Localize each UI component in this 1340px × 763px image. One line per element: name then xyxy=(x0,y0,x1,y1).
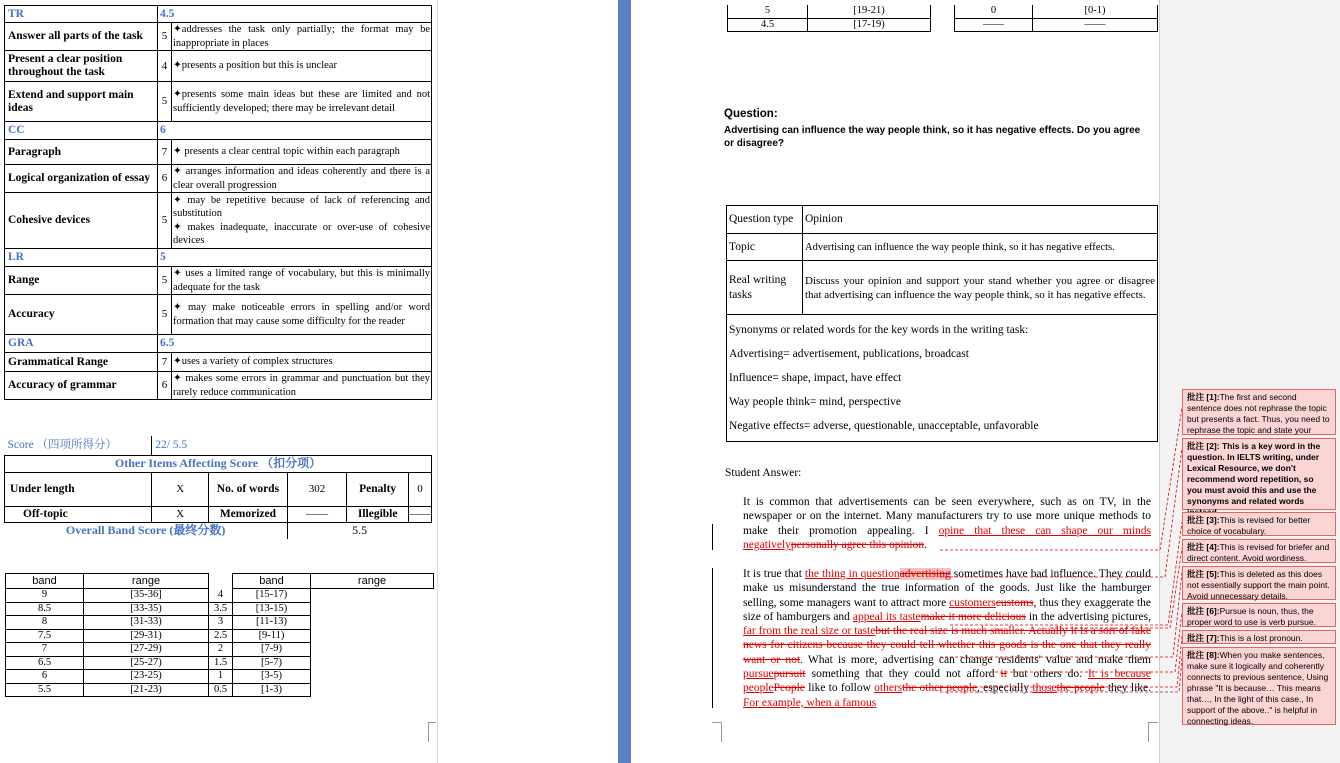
criterion-name: Present a clear position throughout the task xyxy=(5,51,158,82)
band-cell: [0-1) xyxy=(1033,5,1158,18)
score-label: Score （四项所得分） xyxy=(5,436,152,455)
topic-label: Topic xyxy=(727,234,803,261)
criteria-row xyxy=(5,140,432,165)
band-row xyxy=(6,616,434,630)
text-run: , thus they exaggerate the size of hamburgers and xyxy=(743,596,1151,623)
text-run: It is true that xyxy=(743,568,805,580)
page-corner-mark xyxy=(428,722,436,742)
revision-insert[interactable]: others xyxy=(874,682,903,695)
criterion-score: 7 xyxy=(158,140,172,165)
text-run: in the advertising pictures, xyxy=(1025,610,1151,623)
criterion-name: Cohesive devices xyxy=(5,193,158,249)
text-run: . xyxy=(924,538,927,551)
score-value: 22/ 5.5 xyxy=(152,436,432,455)
topic-value: Advertising can influence the way people think, so it has negative effects. xyxy=(803,234,1158,261)
band-cell: [33-35) xyxy=(84,602,209,616)
qtype-label: Question type xyxy=(727,206,803,234)
comment-label: 批注 [5]: xyxy=(1187,569,1220,579)
criterion-score: 6 xyxy=(158,165,172,193)
criteria-row xyxy=(5,353,432,372)
band-cell: —— xyxy=(1033,18,1158,32)
band-cell: 2.5 xyxy=(209,629,233,643)
band-cell: 1.5 xyxy=(209,656,233,670)
other-cell: X xyxy=(152,506,209,522)
band-cell: 8.5 xyxy=(6,602,84,616)
band-cell: [17-19) xyxy=(808,18,931,32)
change-bar xyxy=(712,524,713,550)
student-answer-label: Student Answer: xyxy=(725,467,802,479)
band-cell: 0.5 xyxy=(209,683,233,697)
text-run: sometimes have bad influence. They could make us misunderstand the true information of the goods. Just like the hamburger selling, some managers want to attract more xyxy=(743,568,1151,609)
criterion-score: 5 xyxy=(158,295,172,335)
comment-label: 批注 [8]: xyxy=(1187,650,1220,660)
band-cell: 1 xyxy=(209,670,233,684)
text-run: It is common that advertisements can be seen everywhere, such as on TV, in the newspaper or on the internet. Many manufacturers try to use more unique methods to make their promotion appealing. I xyxy=(743,496,1151,537)
comment-label: 批注 [7]: xyxy=(1187,633,1220,643)
synonym-line: Advertising= advertisement, publications, broadcast xyxy=(729,348,969,360)
criterion-descriptor: ✦ uses a limited range of vocabulary, but this is minimally adequate for the task xyxy=(173,268,430,293)
band-cell: 5.5 xyxy=(6,683,84,697)
band-cell: 3.5 xyxy=(209,602,233,616)
connector-line xyxy=(1050,548,1182,628)
overall-value: 5.5 xyxy=(287,522,431,539)
criterion-name: Accuracy xyxy=(5,295,158,335)
page-divider xyxy=(618,0,631,763)
criterion-score: 5 xyxy=(158,267,172,295)
comment-label: 批注 [3]: xyxy=(1187,515,1220,525)
revision-insert[interactable]: pursue xyxy=(743,668,774,681)
comment-text: This is deleted as this does not essentially support the main point. Avoid unnecessary details. xyxy=(1187,569,1330,601)
criteria-row xyxy=(5,51,432,82)
page-corner-mark xyxy=(712,722,722,742)
category-name: TR xyxy=(5,6,158,23)
revision-delete[interactable]: it xyxy=(1000,668,1007,681)
comment-text: This is a key word in the question. In IELTS writing, under Lexical Resource, we don't recommend word repetition, so you must avoid this and use the synonyms and related words xyxy=(1187,441,1321,506)
comment-balloon[interactable] xyxy=(1182,630,1336,644)
revision-insert[interactable]: It is because people xyxy=(743,668,1151,695)
comment-balloon[interactable] xyxy=(1182,512,1336,536)
band-cell: [29-31) xyxy=(84,629,209,643)
criterion-descriptor: ✦ arranges information and ideas coherently and there is a clear overall progression xyxy=(173,166,430,191)
text-run: something that they could not afford xyxy=(805,668,1001,681)
other-cell: No. of words xyxy=(209,472,288,506)
text-run: . What is more, advertising can change residents' value and make them xyxy=(800,653,1151,666)
band-row xyxy=(6,683,434,697)
band-cell: [3-5) xyxy=(233,670,311,684)
criterion-score: 6 xyxy=(158,372,172,400)
band-cell: [5-7) xyxy=(233,656,311,670)
comment-label: 批注 [6]: xyxy=(1187,606,1220,616)
criteria-category-row xyxy=(5,122,432,140)
score-table xyxy=(4,436,432,539)
criterion-descriptor: ✦ may be repetitive because of lack of referencing and substitution ✦ makes inadequate, inaccurate or over-use of cohesive devices xyxy=(172,193,432,249)
comment-text: Pursue is noun, thus, the proper word to use is verb pursue. xyxy=(1187,606,1316,627)
band-cell: 7 xyxy=(6,643,84,657)
overall-label: Overall Band Score (最终分数) xyxy=(65,523,226,538)
qtype-value: Opinion xyxy=(803,206,1158,234)
comment-connectors xyxy=(930,390,1185,710)
category-score: 6 xyxy=(158,122,432,140)
revision-delete[interactable]: personally agree this opinion xyxy=(790,538,925,551)
text-run: like to follow xyxy=(804,682,875,695)
criteria-row xyxy=(5,23,432,51)
revision-insert[interactable]: customers xyxy=(949,596,996,609)
band-header: range xyxy=(311,574,434,589)
comment-text: When you make sentences, make sure it logically and coherently connects to previous sentence, Using phrase "It is because… This means that…, In the light of this case., In support of the above.." is helpful in connecting ideas. xyxy=(1187,650,1329,726)
comment-text: This is revised for better choice of vocabulary. xyxy=(1187,515,1311,536)
comment-label: 批注 [2]: xyxy=(1187,441,1220,451)
comment-label: 批注 [4]: xyxy=(1187,542,1220,552)
band-cell: [35-36] xyxy=(84,589,209,603)
band-row xyxy=(6,656,434,670)
comment-balloon[interactable] xyxy=(1182,647,1336,725)
revision-insert[interactable]: For example, when a famous xyxy=(743,696,877,709)
other-cell: Off-topic xyxy=(5,506,152,522)
other-cell: X xyxy=(152,472,209,506)
comment-balloon[interactable] xyxy=(1182,566,1336,600)
criterion-descriptor: ✦presents a position but this is unclear xyxy=(172,51,432,82)
top-band-table xyxy=(727,5,1158,32)
band-cell: 3 xyxy=(209,616,233,630)
category-name: GRA xyxy=(5,335,158,353)
criterion-descriptor: ✦ may make noticeable errors in spelling and/or word formation that may cause some difficulty for the reader xyxy=(172,295,432,335)
criteria-category-row xyxy=(5,249,432,267)
band-cell: [25-27) xyxy=(84,656,209,670)
criterion-descriptor: ✦uses a variety of complex structures xyxy=(172,353,432,372)
criterion-descriptor: ✦ makes some errors in grammar and punctuation but they rarely reduce communication xyxy=(173,373,430,398)
revision-delete[interactable]: the other people xyxy=(902,682,978,695)
criterion-score: 5 xyxy=(158,193,172,249)
revision-delete[interactable]: but the real size is much smaller. Actually it is a sort of fake news for citizens because they could tell whether this goods is the one that they really want or not xyxy=(743,625,1151,666)
comment-balloon[interactable] xyxy=(1182,438,1336,510)
other-row xyxy=(5,472,432,506)
revision-delete[interactable]: advertising xyxy=(899,568,951,580)
band-cell: 4 xyxy=(209,589,233,603)
revision-insert[interactable]: far from the real size or taste xyxy=(743,625,876,638)
other-cell: 302 xyxy=(287,472,347,506)
other-cell: 0 xyxy=(409,472,432,506)
band-row xyxy=(6,629,434,643)
connector-line xyxy=(950,522,1182,625)
revision-delete[interactable]: the people xyxy=(1056,682,1105,695)
criteria-row xyxy=(5,372,432,400)
band-row xyxy=(6,643,434,657)
band-header: band xyxy=(233,574,311,589)
band-gap xyxy=(209,574,233,589)
rwt-label: Real writing tasks xyxy=(727,261,803,315)
band-cell: 2 xyxy=(209,643,233,657)
question-text: Advertising can influence the way people think, so it has negative effects. Do you agree or disagree? xyxy=(724,125,1141,149)
criterion-descriptor: ✦addresses the task only partially; the format may be inappropriate in places xyxy=(173,24,430,49)
revision-insert[interactable]: those xyxy=(1032,682,1057,695)
band-cell: 6 xyxy=(6,670,84,684)
criterion-score: 4 xyxy=(158,51,172,82)
criterion-name: Extend and support main ideas xyxy=(5,82,158,122)
criterion-descriptor: ✦ presents a clear central topic within each paragraph xyxy=(172,140,432,165)
band-cell: [15-17) xyxy=(233,589,311,603)
revision-delete[interactable]: make it more delicious xyxy=(920,610,1026,623)
other-items-title: Other Items Affecting Score （扣分项） xyxy=(5,455,432,472)
band-cell: [7-9) xyxy=(233,643,311,657)
other-row xyxy=(5,506,432,522)
connector-line xyxy=(940,572,1182,657)
criterion-score: 7 xyxy=(158,353,172,372)
band-cell: [21-23) xyxy=(84,683,209,697)
band-cell: 0 xyxy=(955,5,1033,18)
other-cell: Illegible xyxy=(347,506,409,522)
band-cell: [1-3) xyxy=(233,683,311,697)
band-gap xyxy=(931,5,955,32)
band-cell: [13-15) xyxy=(233,602,311,616)
text-run: , especially xyxy=(977,682,1033,695)
criteria-table xyxy=(4,5,432,400)
category-name: LR xyxy=(5,249,158,267)
comment-text: The first and second sentence does not rephrase the topic but presents a fact. Thus, you need to rephrase the topic and state your xyxy=(1187,392,1330,435)
revision-delete[interactable]: customs xyxy=(995,596,1034,609)
criterion-name: Range xyxy=(5,267,158,295)
band-row xyxy=(6,602,434,616)
rwt-value: Discuss your opinion and support your stand whether you agree or disagree that advertising can influence the way people think, so it has negative effects. xyxy=(803,261,1158,315)
band-cell: 5 xyxy=(728,5,808,18)
criterion-name: Paragraph xyxy=(5,140,158,165)
revision-delete[interactable]: People xyxy=(773,682,805,695)
band-cell: [9-11) xyxy=(233,629,311,643)
criterion-name: Logical organization of essay xyxy=(5,165,158,193)
comment-balloon[interactable] xyxy=(1182,603,1336,627)
gray-gap xyxy=(437,0,618,763)
connector-line xyxy=(940,636,1182,687)
text-run: but others do. xyxy=(1006,668,1088,681)
other-cell: —— xyxy=(409,506,432,522)
comment-text: This is a lost pronoun. xyxy=(1219,633,1303,643)
criteria-category-row xyxy=(5,6,432,23)
connector-line xyxy=(990,612,1182,672)
criterion-score: 5 xyxy=(158,23,172,51)
criteria-row xyxy=(5,267,432,295)
criterion-descriptor: ✦presents some main ideas but these are limited and not sufficiently developed; there may be irrelevant detail xyxy=(172,82,432,122)
text-run: they like. xyxy=(1104,682,1152,695)
band-cell: [11-13) xyxy=(233,616,311,630)
synonym-line: Influence= shape, impact, have effect xyxy=(729,372,902,384)
comment-balloon[interactable] xyxy=(1182,389,1336,435)
synonym-line: Way people think= mind, perspective xyxy=(729,396,901,408)
other-cell: Memorized xyxy=(209,506,288,522)
comment-label: 批注 [1]: xyxy=(1187,392,1220,402)
criteria-row xyxy=(5,295,432,335)
band-cell: 6.5 xyxy=(6,656,84,670)
revision-delete[interactable]: pursuit xyxy=(773,668,806,681)
revision-insert[interactable]: the thing in question xyxy=(804,568,900,580)
criterion-name: Answer all parts of the task xyxy=(5,23,158,51)
criterion-name: Accuracy of grammar xyxy=(5,372,158,400)
other-cell: Penalty xyxy=(347,472,409,506)
band-cell: [27-29) xyxy=(84,643,209,657)
synonym-line: Negative effects= adverse, questionable, unacceptable, unfavorable xyxy=(729,420,1039,432)
band-cell: 7.5 xyxy=(6,629,84,643)
criteria-category-row xyxy=(5,335,432,353)
criteria-row xyxy=(5,193,432,249)
criterion-name: Grammatical Range xyxy=(5,353,158,372)
band-row xyxy=(6,589,434,603)
criterion-score: 5 xyxy=(158,82,172,122)
connector-line xyxy=(940,448,1182,577)
synonyms-title: Synonyms or related words for the key words in the writing task: xyxy=(729,324,1029,336)
band-cell: [19-21) xyxy=(808,5,931,18)
band-cell: 9 xyxy=(6,589,84,603)
band-table xyxy=(5,573,434,697)
comment-balloon[interactable] xyxy=(1182,539,1336,563)
band-cell: 4.5 xyxy=(728,18,808,32)
category-score: 6.5 xyxy=(158,335,432,353)
page-corner-mark xyxy=(1148,722,1158,742)
other-cell: —— xyxy=(287,506,347,522)
band-cell: [31-33) xyxy=(84,616,209,630)
band-cell: —— xyxy=(955,18,1033,32)
category-name: CC xyxy=(5,122,158,140)
band-row xyxy=(6,670,434,684)
criteria-row xyxy=(5,165,432,193)
other-cell: Under length xyxy=(5,472,152,506)
change-bar xyxy=(712,568,713,708)
revision-insert[interactable]: appeal its taste xyxy=(852,610,921,623)
connector-line xyxy=(940,408,1182,550)
revision-insert[interactable]: opine that these can shape our minds negatively xyxy=(743,524,1151,551)
category-score: 5 xyxy=(158,249,432,267)
question-label: Question: xyxy=(724,108,778,120)
comment-text: This is revised for briefer and direct content. Avoid wordiness. xyxy=(1187,542,1330,563)
band-cell: [23-25) xyxy=(84,670,209,684)
band-header: range xyxy=(84,574,209,589)
band-cell: 8 xyxy=(6,616,84,630)
category-score: 4.5 xyxy=(158,6,432,23)
criteria-row xyxy=(5,82,432,122)
band-header: band xyxy=(6,574,84,589)
